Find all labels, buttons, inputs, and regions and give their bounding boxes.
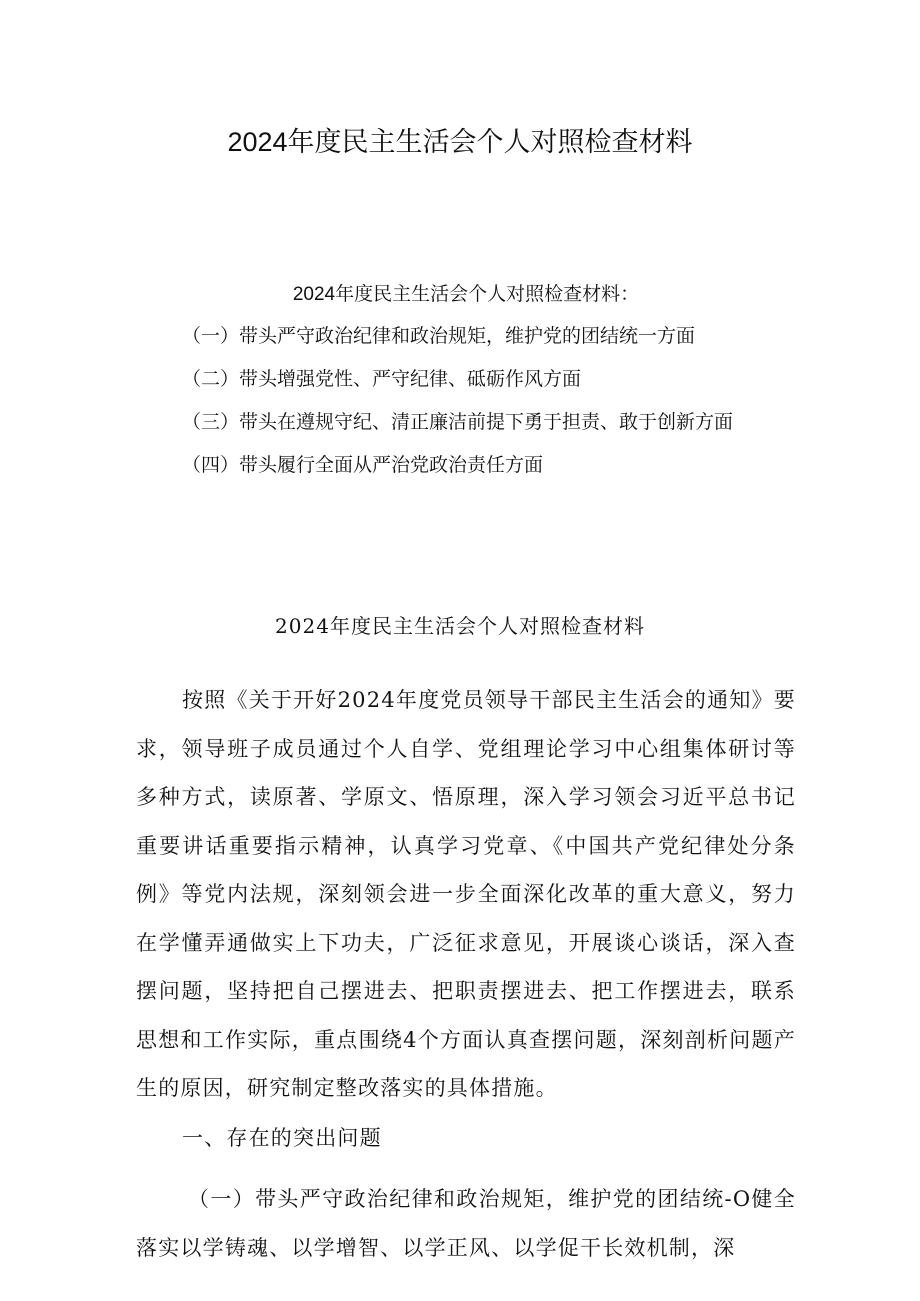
toc-item: （二）带头增强党性、严守纪律、砥砺作风方面 bbox=[182, 369, 582, 390]
toc-item: （四）带头履行全面从严治党政治责任方面 bbox=[182, 455, 544, 476]
section-heading: 一、存在的突出问题 bbox=[182, 1125, 382, 1150]
table-of-contents bbox=[0, 280, 920, 494]
toc-heading: 2024年度民主生活会个人对照检查材料： bbox=[292, 284, 640, 305]
body-text bbox=[136, 676, 796, 1272]
body-title: 2024年度民主生活会个人对照检查材料 bbox=[275, 614, 645, 638]
intro-paragraph: 按照《关于开好2024年度党员领导干部民主生活会的通知》要求，领导班子成员通过个人自学、党组理论学习中心组集体研讨等多种方式，读原著、学原文、悟原理，深入学习领会习近平总书记重要讲话重要指示精神，认真学习党章、《中国共产党纪律处分条例》等党内法规，深刻领会进一步全面深化改革的重大意义，努力在学懂弄通做实上下功夫，广泛征求意见，开展谈心谈话，深入查摆问题，坚持把自己摆进去、把职责摆进去、把工作摆进去，联系思想和工作实际，重点围绕4个方面认真查摆问题，深刻剖析问题产生的原因，研究制定整改落实的具体措施。 bbox=[136, 688, 796, 1100]
document-title: 2024年度民主生活会个人对照检查材料 bbox=[227, 127, 693, 157]
toc-item: （三）带头在遵规守纪、清正廉洁前提下勇于担责、敢于创新方面 bbox=[182, 412, 734, 433]
toc-item: （一）带头严守政治纪律和政治规矩，维护党的团结统一方面 bbox=[182, 326, 696, 347]
subsection-paragraph: （一）带头严守政治纪律和政治规矩，维护党的团结统-O健全落实以学铸魂、以学增智、以学正风、以学促干长效机制，深 bbox=[136, 1187, 796, 1260]
toc-list bbox=[0, 322, 920, 494]
